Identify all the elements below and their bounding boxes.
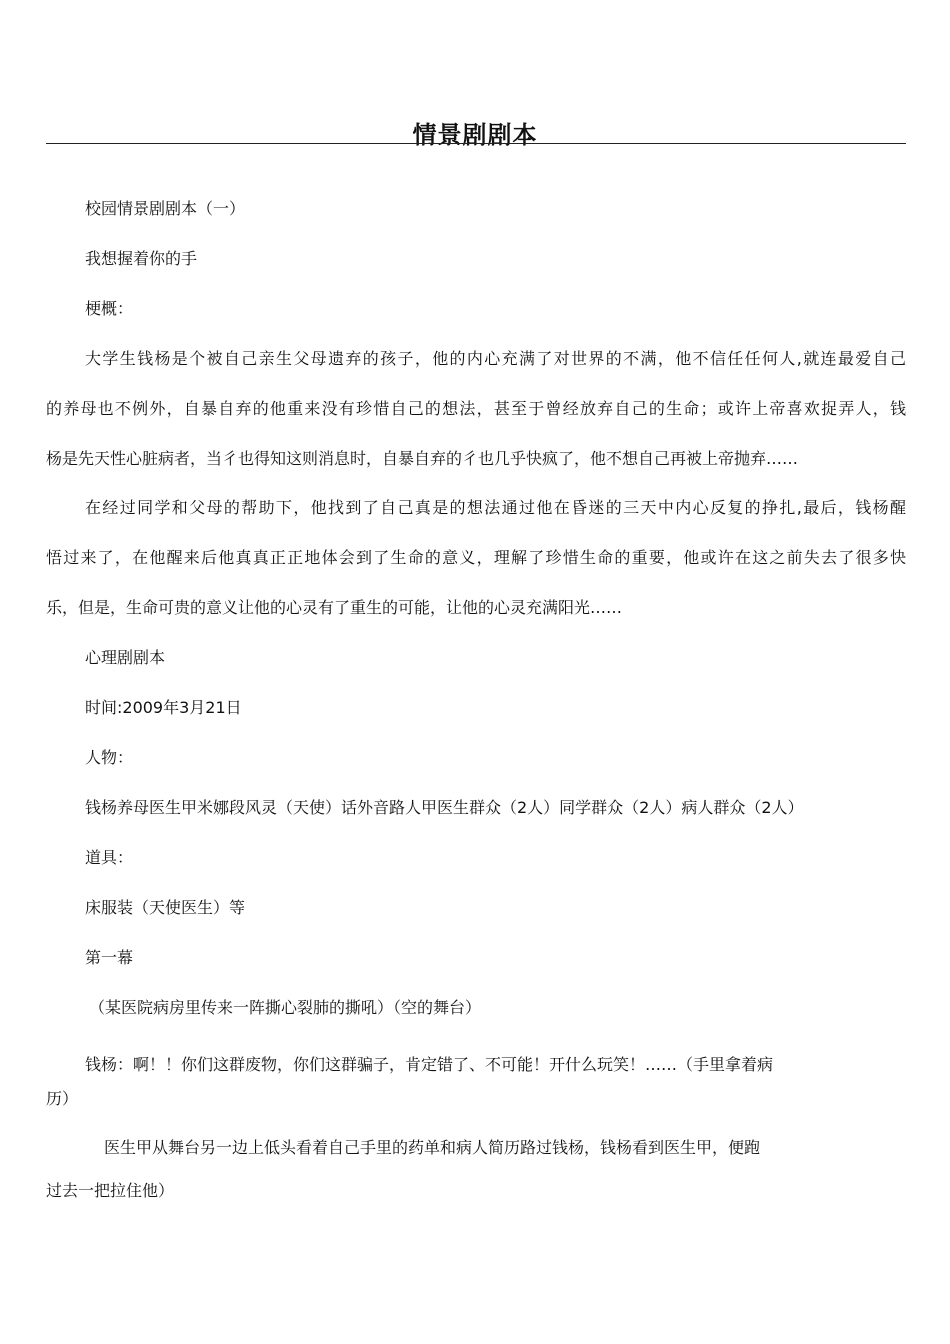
- stage-direction: （某医院病房里传来一阵撕心裂肺的撕吼）（空的舞台）: [89, 998, 482, 1017]
- act-heading: 第一幕: [85, 948, 134, 967]
- synopsis-line: 悟过来了，在他醒来后他真真正正地体会到了生命的意义，理解了珍惜生命的重要，他或许在这之前失去了很多快: [46, 548, 906, 567]
- dialogue-line: 钱杨：啊！！你们这群废物，你们这群骗子，肯定错了、不可能！开什么玩笑！……（手里拿着病: [85, 1055, 774, 1074]
- props-line: 床服装（天使医生）等: [85, 898, 246, 917]
- time-line: 时间:2009年3月21日: [85, 698, 242, 717]
- document-title: 情景剧剧本: [412, 121, 538, 149]
- synopsis-line: 在经过同学和父母的帮助下，他找到了自己真是的想法通过他在昏迷的三天中内心反复的挣扎,最后，钱杨醒: [85, 498, 906, 517]
- synopsis-line: 乐，但是，生命可贵的意义让他的心灵有了重生的可能，让他的心灵充满阳光……: [46, 598, 623, 617]
- synopsis-heading: 梗概：: [85, 299, 134, 318]
- synopsis-line: 的养母也不例外，自暴自弃的他重来没有珍惜自己的想法，甚至于曾经放弃自己的生命；或许上帝喜欢捉弄人，钱: [46, 399, 906, 418]
- stage-direction-line: 医生甲从舞台另一边上低头看着自己手里的药单和病人简历路过钱杨，钱杨看到医生甲，便跑: [104, 1138, 761, 1157]
- play-title-line: 我想握着你的手: [85, 249, 198, 268]
- characters-heading: 人物：: [85, 748, 134, 767]
- characters-line: 钱杨养母医生甲米娜段风灵（天使）话外音路人甲医生群众（2人）同学群众（2人）病人群众（2人）: [85, 798, 804, 817]
- props-heading: 道具：: [85, 848, 134, 867]
- subtitle-line: 校园情景剧剧本（一）: [85, 199, 246, 218]
- synopsis-line: 大学生钱杨是个被自己亲生父母遗弃的孩子，他的内心充满了对世界的不满，他不信任任何人,就连最爱自己: [85, 349, 906, 368]
- dialogue-line: 历）: [46, 1089, 79, 1108]
- section-heading: 心理剧剧本: [85, 648, 166, 667]
- title-underline: [46, 143, 906, 144]
- stage-direction-line: 过去一把拉住他）: [46, 1181, 175, 1200]
- synopsis-line: 杨是先天性心脏病者，当彳也得知这则消息时，自暴自弃的彳也几乎快疯了，他不想自己再被上帝抛弃……: [46, 449, 799, 468]
